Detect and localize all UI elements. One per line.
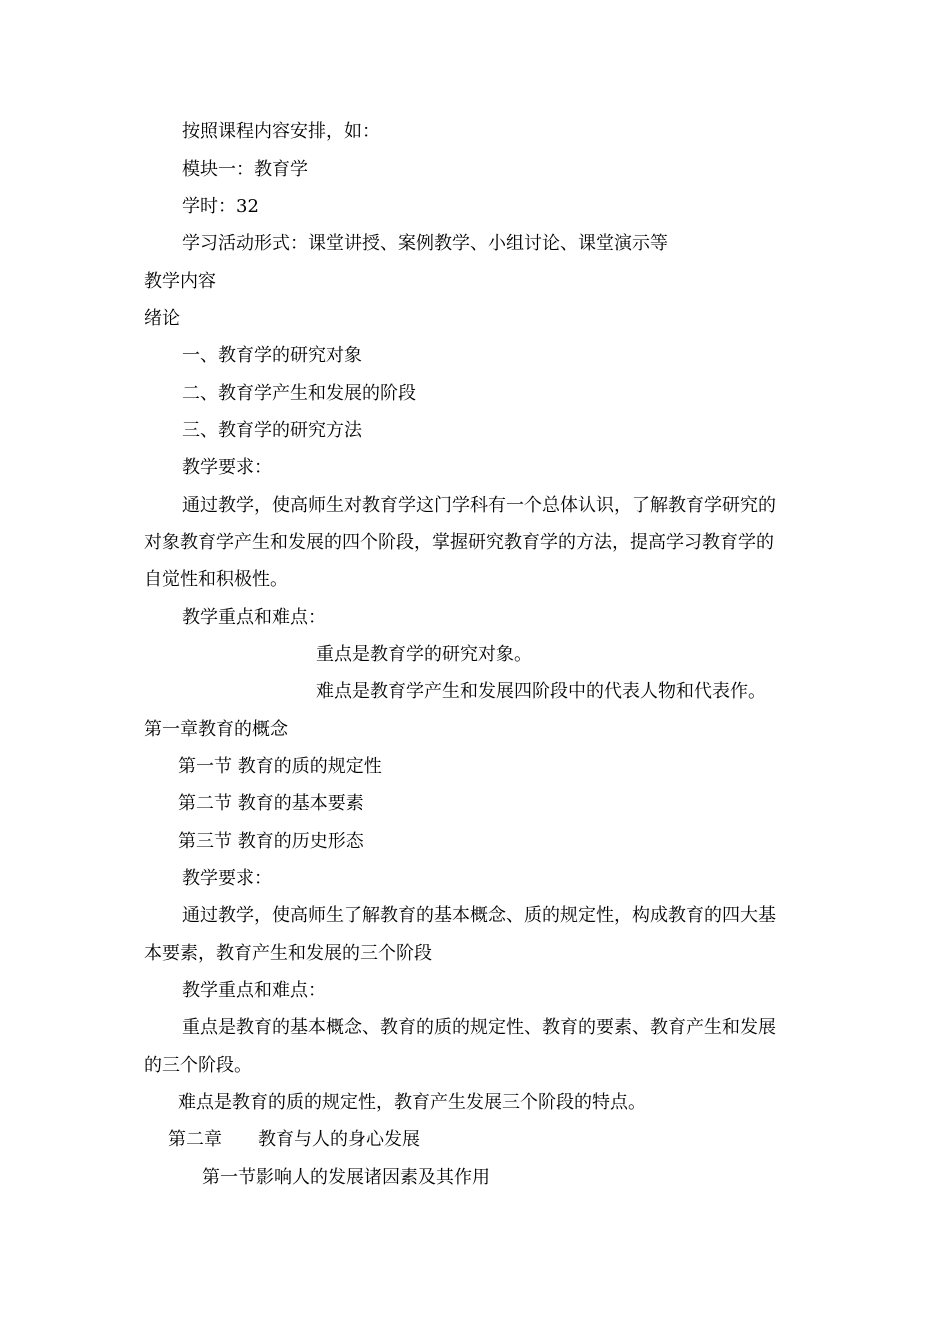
course-arrangement-line: 按照课程内容安排，如： xyxy=(182,121,380,142)
intro-requirements-text-1: 通过教学，使高师生对教育学这门学科有一个总体认识，了解教育学研究的 xyxy=(182,495,776,516)
intro-item-2: 二、教育学产生和发展的阶段 xyxy=(182,383,416,404)
activity-format-line: 学习活动形式：课堂讲授、案例教学、小组讨论、课堂演示等 xyxy=(182,233,668,254)
chapter-1-heading: 第一章教育的概念 xyxy=(144,719,288,740)
chapter-1-requirements-label: 教学要求： xyxy=(182,868,272,889)
chapter-1-requirements-text-1: 通过教学，使高师生了解教育的基本概念、质的规定性，构成教育的四大基 xyxy=(182,905,776,926)
introduction-heading: 绪论 xyxy=(144,308,180,329)
intro-item-1: 一、教育学的研究对象 xyxy=(182,345,362,366)
intro-item-3: 三、教育学的研究方法 xyxy=(182,420,362,441)
chapter-1-requirements-text-2: 本要素，教育产生和发展的三个阶段 xyxy=(144,943,432,964)
chapter-2-heading: 第二章 教育与人的身心发展 xyxy=(168,1129,420,1150)
teaching-content-heading: 教学内容 xyxy=(144,271,216,292)
hours-line: 学时：32 xyxy=(182,196,259,217)
intro-key-point: 重点是教育学的研究对象。 xyxy=(316,644,532,665)
chapter-2-section-1: 第一节影响人的发展诸因素及其作用 xyxy=(202,1167,490,1188)
chapter-1-section-3: 第三节 教育的历史形态 xyxy=(178,831,364,852)
module-line: 模块一：教育学 xyxy=(182,159,308,180)
intro-requirements-text-2: 对象教育学产生和发展的四个阶段，掌握研究教育学的方法，提高学习教育学的 xyxy=(144,532,774,553)
intro-requirements-label: 教学要求： xyxy=(182,457,272,478)
intro-difficult-point: 难点是教育学产生和发展四阶段中的代表人物和代表作。 xyxy=(316,681,766,702)
intro-requirements-text-3: 自觉性和积极性。 xyxy=(144,569,288,590)
chapter-1-section-2: 第二节 教育的基本要素 xyxy=(178,793,364,814)
intro-key-points-label: 教学重点和难点： xyxy=(182,607,326,628)
chapter-1-key-points-label: 教学重点和难点： xyxy=(182,980,326,1001)
chapter-1-key-point-text-2: 的三个阶段。 xyxy=(144,1055,252,1076)
chapter-1-section-1: 第一节 教育的质的规定性 xyxy=(178,756,382,777)
chapter-1-key-point-text-1: 重点是教育的基本概念、教育的质的规定性、教育的要素、教育产生和发展 xyxy=(182,1017,776,1038)
chapter-1-difficult-point: 难点是教育的质的规定性，教育产生发展三个阶段的特点。 xyxy=(178,1092,646,1113)
